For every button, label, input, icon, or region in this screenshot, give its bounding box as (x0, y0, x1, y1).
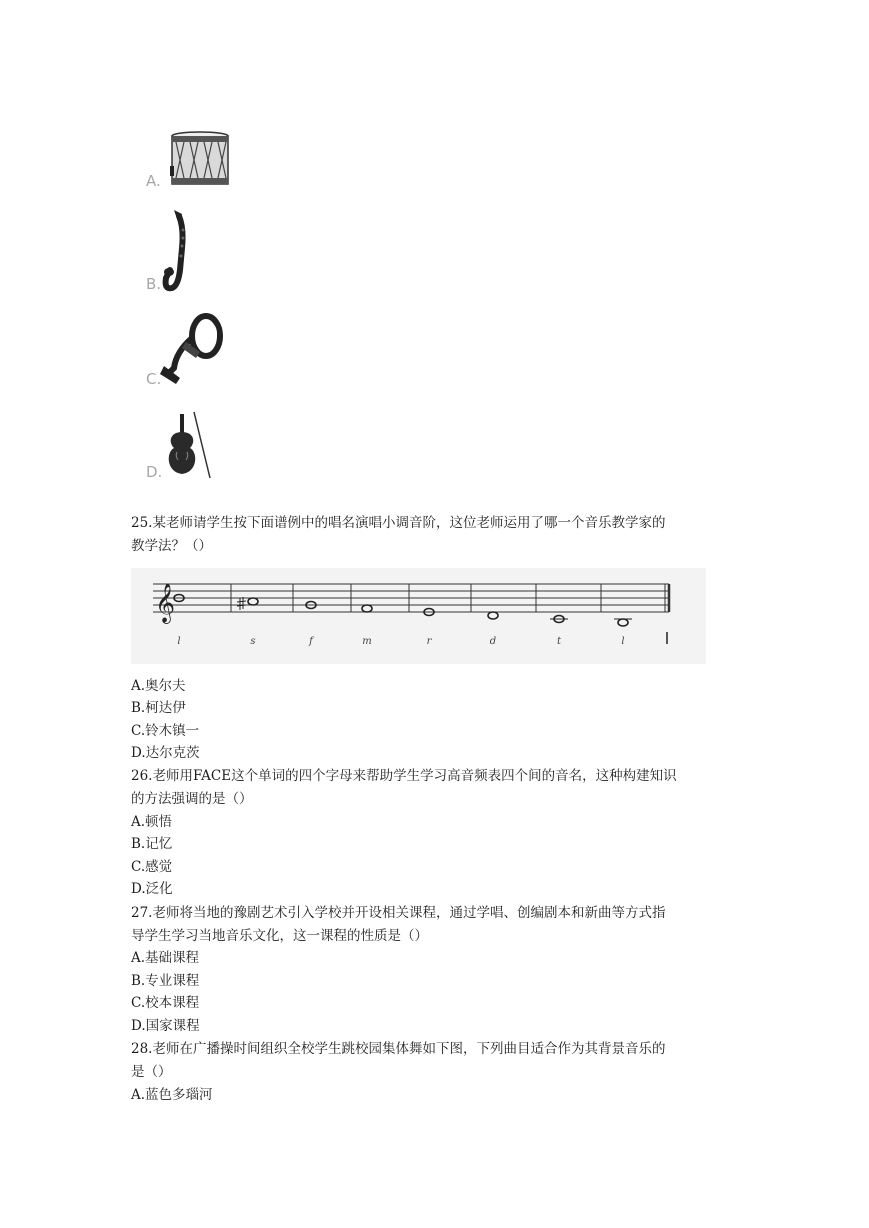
question-25-text-line2: 教学法？（） (131, 538, 212, 554)
q26-option-a[interactable]: A.顿悟 (131, 814, 173, 830)
solfege-label: l (621, 636, 625, 647)
question-28-text-line1: 28.老师在广播操时间组织全校学生跳校园集体舞如下图，下列曲目适合作为其背景音乐的 (131, 1041, 666, 1057)
q25-option-b[interactable]: B.柯达伊 (131, 700, 186, 716)
q25-option-a[interactable]: A.奥尔夫 (131, 678, 186, 694)
solfege-label: l (177, 636, 181, 647)
q27-option-c[interactable]: C.校本课程 (131, 995, 200, 1011)
q28-option-a[interactable]: A.蓝色多瑙河 (131, 1087, 213, 1103)
question-27-text-line1: 27.老师将当地的豫剧艺术引入学校并开设相关课程，通过学唱、创编剧本和新曲等方式指 (131, 905, 666, 921)
solfege-label: f (309, 636, 313, 647)
option-c-label: C. (146, 370, 162, 388)
solfege-label: t (556, 636, 562, 647)
q26-option-b[interactable]: B.记忆 (131, 836, 173, 852)
music-staff-image (131, 568, 706, 664)
solfege-label: s (250, 636, 256, 647)
question-25-text-line1: 25.某老师请学生按下面谱例中的唱名演唱小调音阶，这位老师运用了哪一个音乐教学家的 (131, 515, 666, 531)
q27-option-b[interactable]: B.专业课程 (131, 973, 200, 989)
option-a-label: A. (146, 172, 161, 190)
question-27-text-line2: 导学生学习当地音乐文化，这一课程的性质是（） (131, 928, 428, 944)
option-d-label: D. (146, 463, 163, 481)
treble-clef-icon: 𝄞 (155, 583, 176, 623)
question-28-text-line2: 是（） (131, 1064, 172, 1080)
q26-option-d[interactable]: D.泛化 (131, 881, 173, 897)
q25-option-d[interactable]: D.达尔克茨 (131, 745, 200, 761)
q25-option-c[interactable]: C.铃木镇一 (131, 723, 200, 739)
solfege-label: r (426, 636, 432, 647)
question-26-text-line2: 的方法强调的是（） (131, 791, 253, 807)
q26-option-c[interactable]: C.感觉 (131, 859, 173, 875)
option-b-label: B. (146, 275, 162, 293)
question-26-text-line1: 26.老师用FACE这个单词的四个字母来帮助学生学习高音频表四个间的音名，这种构建知识 (131, 768, 677, 784)
q27-option-a[interactable]: A.基础课程 (131, 950, 200, 966)
solfege-label: m (362, 636, 372, 647)
q27-option-d[interactable]: D.国家课程 (131, 1018, 200, 1034)
solfege-label: d (489, 636, 497, 647)
